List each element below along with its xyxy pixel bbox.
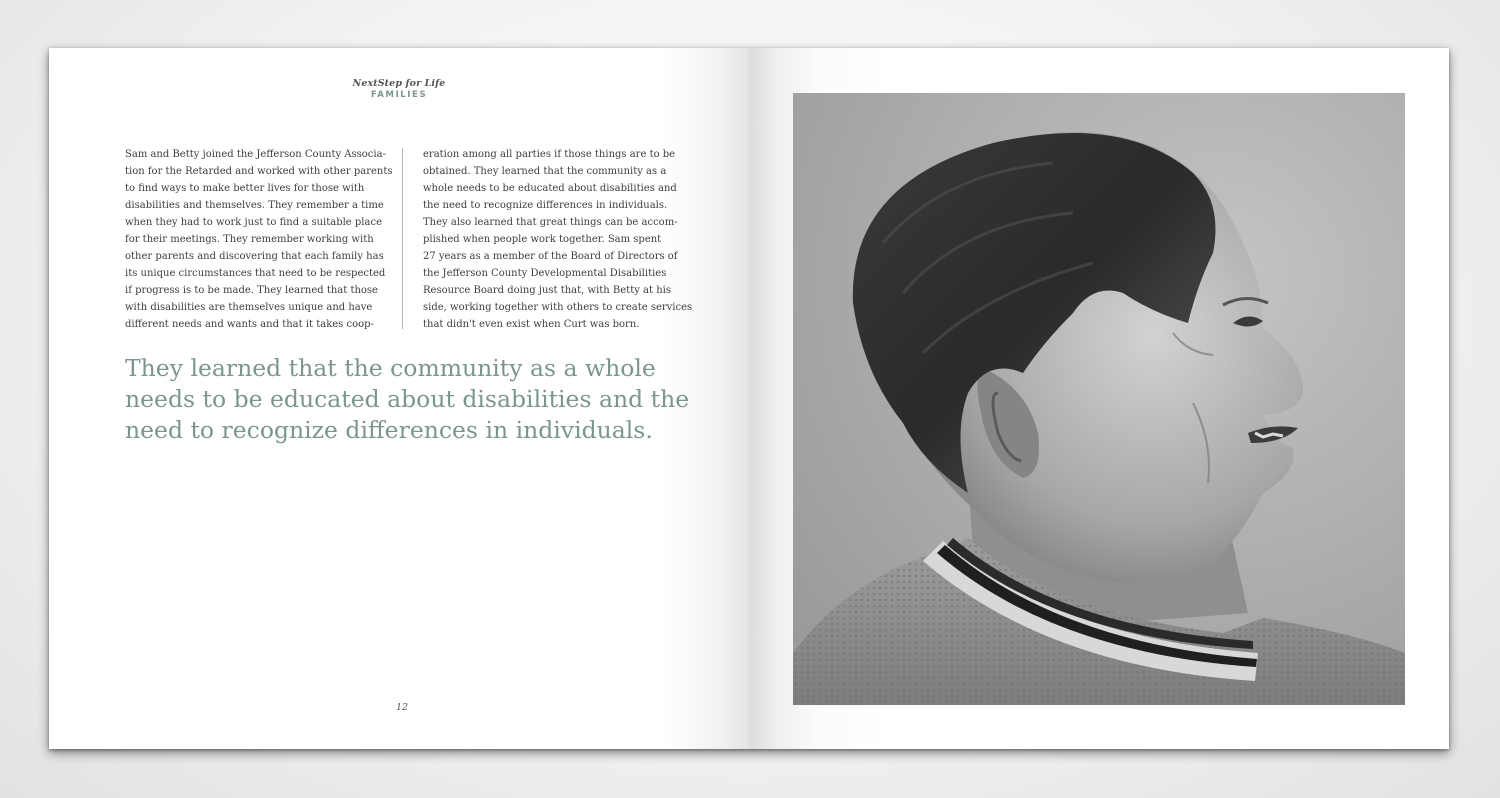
body-line: Resource Board doing just that, with Betty at his [423,285,671,296]
right-page [749,48,1449,749]
body-column-right [423,146,692,333]
book-spread [49,48,1449,749]
portrait-photo-icon [793,93,1405,705]
body-line: tion for the Retarded and worked with other parents [125,166,393,177]
body-line: Sam and Betty joined the Jefferson County Associa- [125,149,386,160]
body-line: that didn't even exist when Curt was born. [423,319,640,330]
body-line: side, working together with others to create services [423,302,693,313]
body-line: for their meetings. They remember working with [125,234,374,245]
body-line: plished when people work together. Sam spent [423,234,662,245]
body-line: eration among all parties if those things are to be [423,149,676,160]
left-page [49,48,749,749]
body-line: when they had to work just to find a suitable place [125,217,382,228]
pull-quote-line: They learned that the community as a whole [125,354,656,382]
body-line: different needs and wants and that it takes coop- [125,319,374,330]
portrait-photo [793,93,1405,705]
pull-quote [125,353,689,446]
body-line: whole needs to be educated about disabilities and [423,183,677,194]
body-line: disabilities and themselves. They remember a time [125,200,384,211]
body-line: to find ways to make better lives for those with [125,183,365,194]
page-number: 12 [395,702,409,713]
column-divider [402,148,403,329]
body-line: the need to recognize differences in individuals. [423,200,668,211]
body-line: the Jefferson County Developmental Disabilities [423,268,667,279]
pull-quote-line: needs to be educated about disabilities and the [125,385,690,413]
body-line: 27 years as a member of the Board of Directors of [423,251,678,262]
body-line: its unique circumstances that need to be respected [125,268,386,279]
running-head-section: FAMILIES [370,90,428,100]
body-line: if progress is to be made. They learned that those [125,285,378,296]
body-line: They also learned that great things can be accom- [423,217,678,228]
body-line: other parents and discovering that each family has [125,251,384,262]
pull-quote-line: need to recognize differences in individuals. [125,416,653,444]
running-head [49,78,749,100]
body-line: with disabilities are themselves unique and have [125,302,373,313]
body-column-left [125,146,393,333]
running-head-series: NextStep for Life [352,78,446,89]
body-line: obtained. They learned that the community as a [423,166,667,177]
